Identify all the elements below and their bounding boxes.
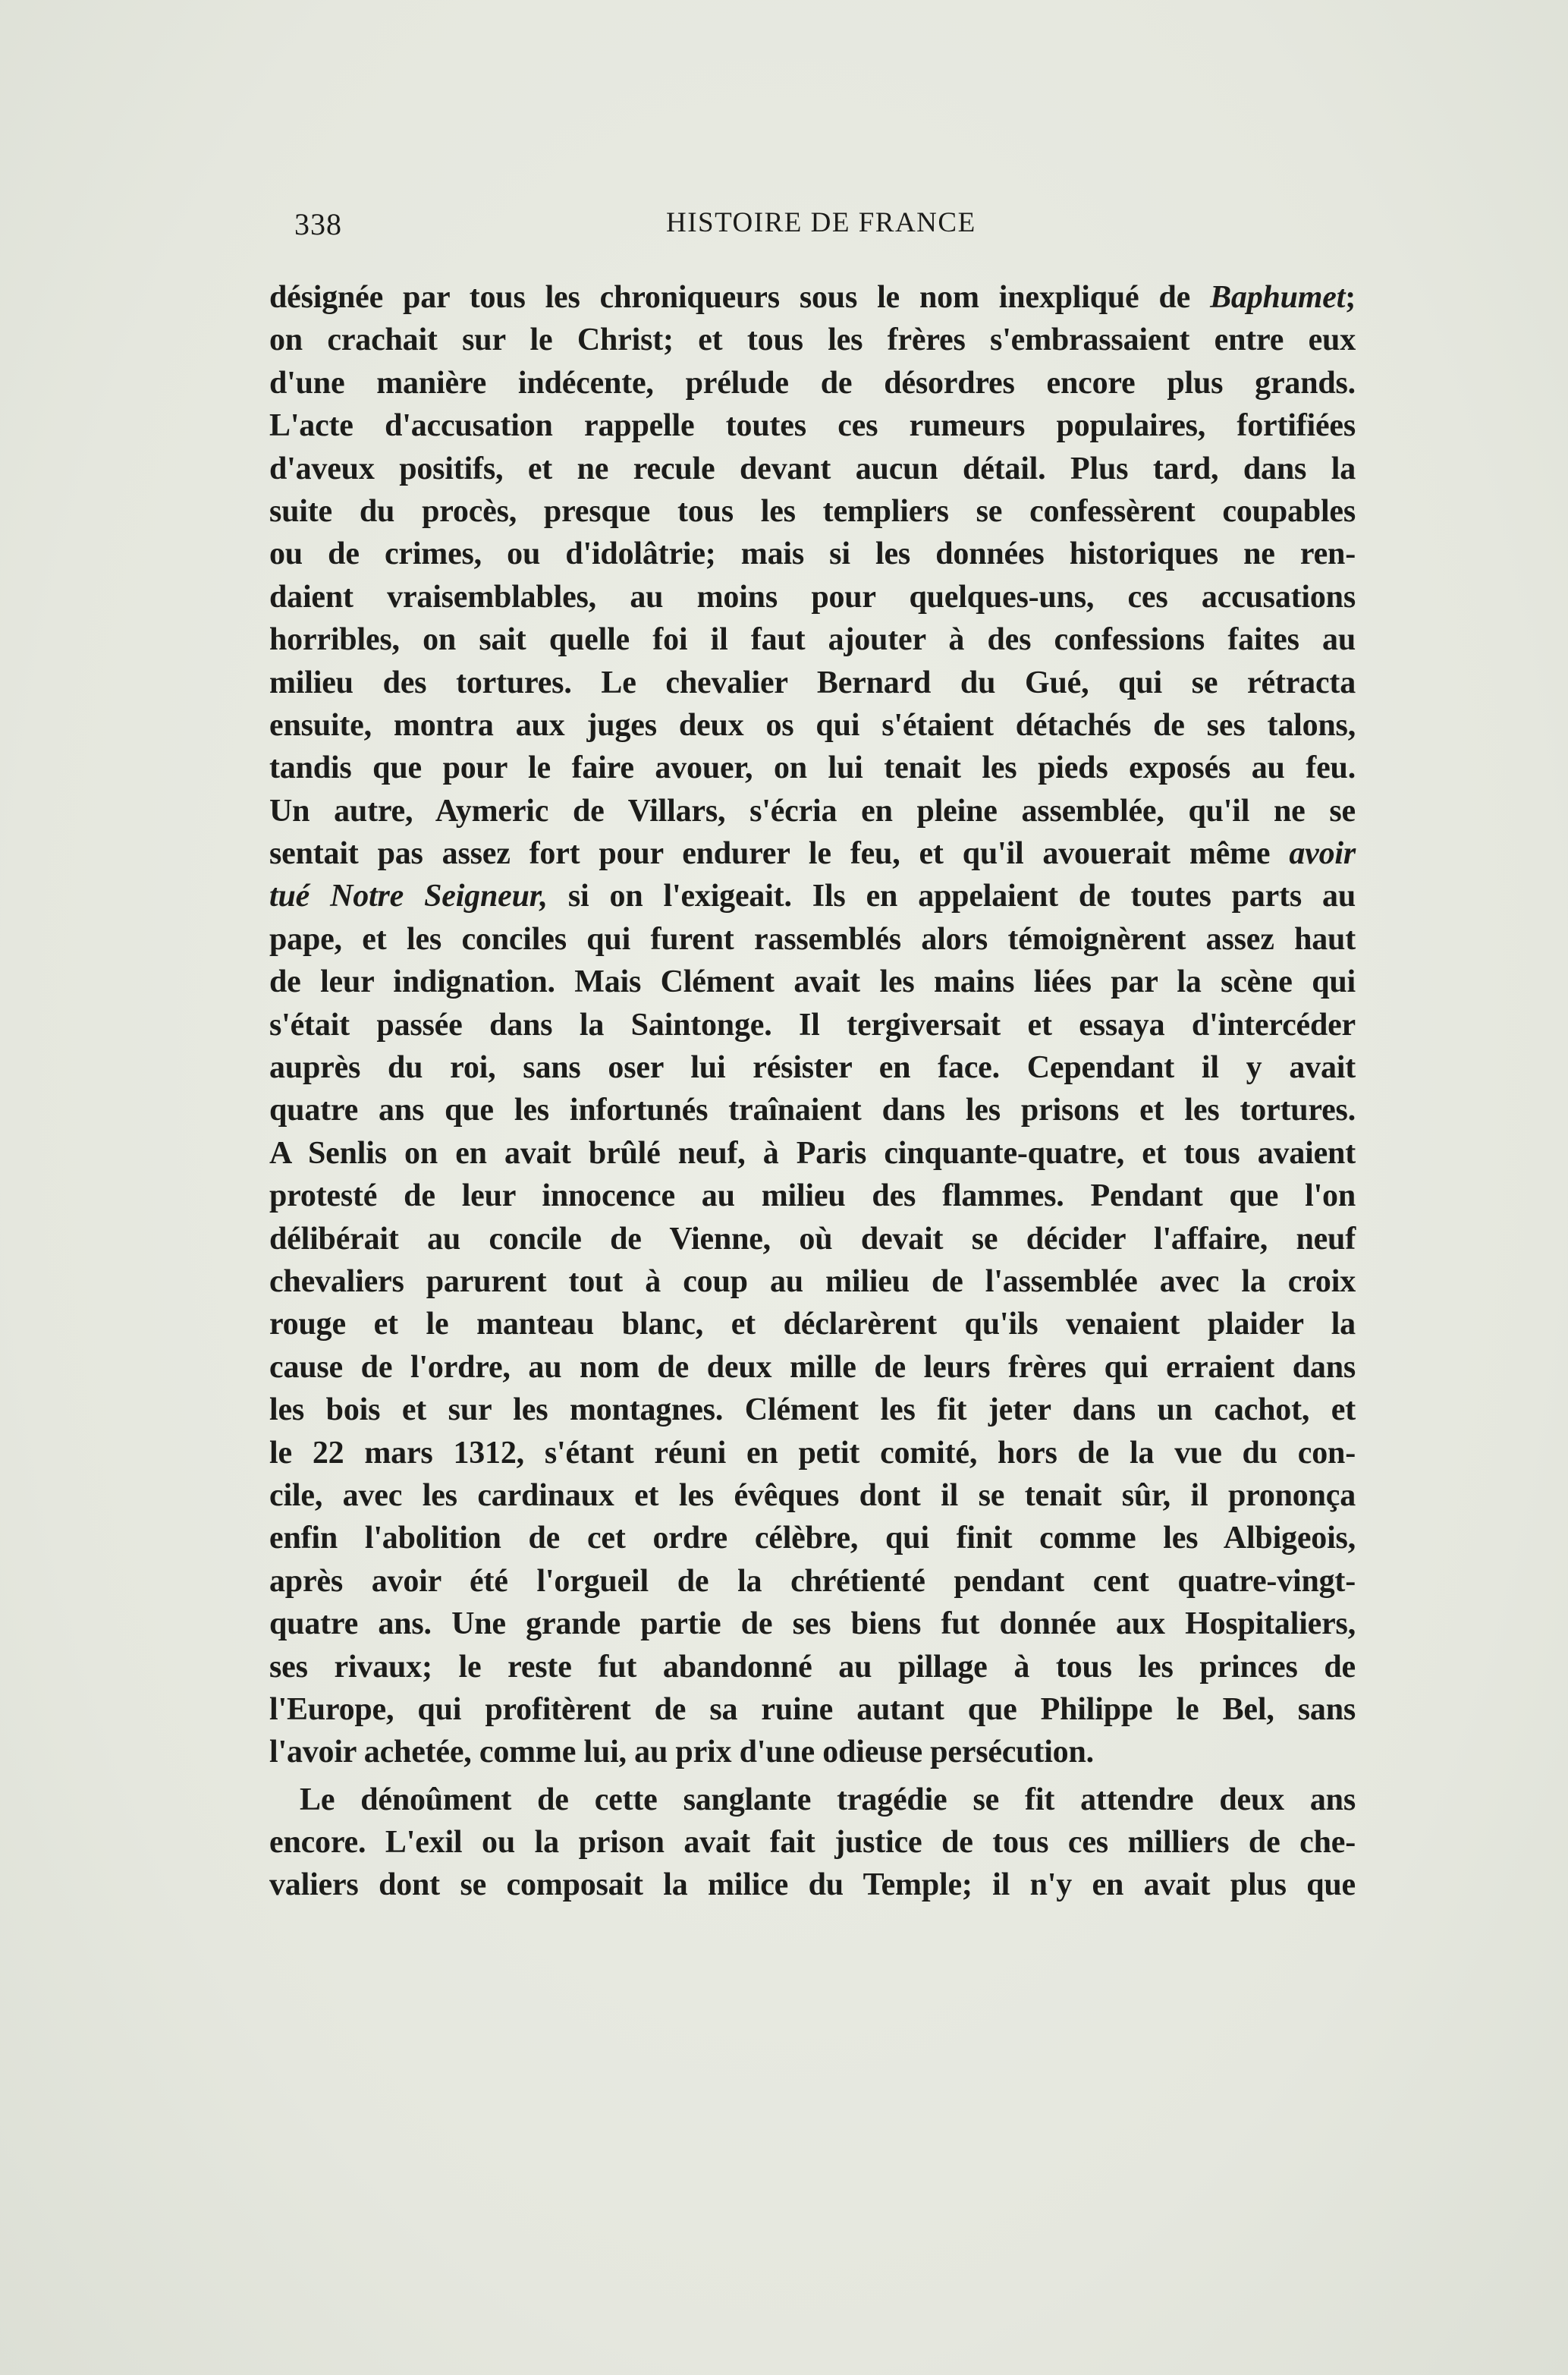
text-line xyxy=(269,319,1356,361)
text-line xyxy=(269,1004,1356,1046)
line-text: quatre ans. Une grande partie de ses biens fut donnée aux Hospitaliers, xyxy=(269,1606,1356,1642)
text-line xyxy=(269,404,1356,447)
text-line xyxy=(269,662,1356,704)
text-line xyxy=(269,747,1356,789)
line-text: d'une manière indécente, prélude de désordres encore plus grands. xyxy=(269,365,1356,401)
paragraph-1 xyxy=(269,276,1356,1774)
text-line xyxy=(269,1864,1356,1906)
line-text: délibérait au concile de Vienne, où devait se décider l'affaire, neuf xyxy=(269,1221,1356,1257)
text-line xyxy=(269,576,1356,618)
line-text: suite du procès, presque tous les templiers se confessèrent coupables xyxy=(269,493,1356,529)
text-line xyxy=(269,1560,1356,1603)
text-line xyxy=(269,490,1356,533)
line-text: chevaliers parurent tout à coup au milieu de l'assemblée avec la croix xyxy=(269,1263,1356,1299)
text-line xyxy=(269,618,1356,661)
line-text: cile, avec les cardinaux et les évêques dont il se tenait sûr, il prononça xyxy=(269,1477,1356,1513)
line-text: ; xyxy=(1345,280,1356,315)
line-text: encore. L'exil ou la prison avait fait justice de tous ces milliers de che- xyxy=(269,1825,1356,1861)
italic-text: avoir xyxy=(1289,836,1356,872)
text-line xyxy=(269,533,1356,575)
text-line xyxy=(269,448,1356,490)
body-text xyxy=(269,276,1356,1907)
text-line xyxy=(269,1089,1356,1131)
line-text: tandis que pour le faire avouer, on lui tenait les pieds exposés au feu. xyxy=(269,750,1356,786)
line-text: s'était passée dans la Saintonge. Il tergiversait et essaya d'intercéder xyxy=(269,1007,1356,1043)
line-text: de leur indignation. Mais Clément avait les mains liées par la scène qui xyxy=(269,964,1356,1000)
line-text: rouge et le manteau blanc, et déclarèrent qu'ils venaient plaider la xyxy=(269,1307,1356,1342)
line-text: quatre ans que les infortunés traînaient dans les prisons et les tortures. xyxy=(269,1093,1356,1128)
text-line xyxy=(269,1731,1356,1773)
page-number: 338 xyxy=(294,207,342,241)
line-text: ensuite, montra aux juges deux os qui s'étaient détachés de ses talons, xyxy=(269,707,1356,743)
line-text: pape, et les conciles qui furent rassemblés alors témoignèrent assez haut xyxy=(269,921,1356,957)
line-text: daient vraisemblables, au moins pour quelques-uns, ces accusations xyxy=(269,579,1356,615)
text-line xyxy=(269,1646,1356,1688)
line-text: on crachait sur le Christ; et tous les frères s'embrassaient entre eux xyxy=(269,322,1356,358)
text-line xyxy=(269,1218,1356,1260)
page-header xyxy=(294,206,1334,244)
line-text: ou de crimes, ou d'idolâtrie; mais si les données historiques ne ren- xyxy=(269,536,1356,572)
text-line xyxy=(269,1474,1356,1517)
text-line xyxy=(269,1603,1356,1645)
line-text: l'Europe, qui profitèrent de sa ruine autant que Philippe le Bel, sans xyxy=(269,1691,1356,1727)
text-line xyxy=(269,704,1356,747)
line-text: horribles, on sait quelle foi il faut ajouter à des confessions faites au xyxy=(269,622,1356,658)
text-line xyxy=(269,1132,1356,1175)
line-text: auprès du roi, sans oser lui résister en face. Cependant il y avait xyxy=(269,1050,1356,1086)
paragraph-2 xyxy=(269,1779,1356,1907)
line-text: Un autre, Aymeric de Villars, s'écria en pleine assemblée, qu'il ne se xyxy=(269,793,1356,829)
text-line xyxy=(269,1389,1356,1431)
text-line xyxy=(269,790,1356,832)
text-line xyxy=(269,1175,1356,1217)
line-text: l'avoir achetée, comme lui, au prix d'une odieuse persécution. xyxy=(269,1735,1094,1770)
line-text: sentait pas assez fort pour endurer le feu, et qu'il avouerait même xyxy=(269,836,1290,872)
text-line xyxy=(269,918,1356,961)
text-line xyxy=(269,832,1356,875)
text-line xyxy=(269,362,1356,404)
line-text: les bois et sur les montagnes. Clément les fit jeter dans un cachot, et xyxy=(269,1392,1356,1428)
text-line xyxy=(269,1432,1356,1474)
line-text: le 22 mars 1312, s'étant réuni en petit comité, hors de la vue du con- xyxy=(269,1435,1356,1471)
line-text: valiers dont se composait la milice du Temple; il n'y en avait plus que xyxy=(269,1867,1356,1903)
line-text: après avoir été l'orgueil de la chrétienté pendant cent quatre-vingt- xyxy=(269,1563,1356,1599)
text-line xyxy=(269,1303,1356,1345)
italic-text: tué Notre Seigneur, xyxy=(269,879,548,914)
text-line xyxy=(269,1260,1356,1303)
line-text: Le dénoûment de cette sanglante tragédie se fit attendre deux ans xyxy=(300,1782,1356,1817)
line-text: protesté de leur innocence au milieu des flammes. Pendant que l'on xyxy=(269,1178,1356,1214)
italic-text: Baphumet xyxy=(1210,280,1346,315)
line-text: cause de l'ordre, au nom de deux mille de leurs frères qui erraient dans xyxy=(269,1349,1356,1385)
text-line xyxy=(269,1517,1356,1559)
line-text: désignée par tous les chroniqueurs sous le nom inexpliqué de xyxy=(269,280,1211,315)
text-line xyxy=(269,1779,1356,1821)
text-line xyxy=(269,875,1356,917)
text-line xyxy=(269,1346,1356,1389)
line-text: d'aveux positifs, et ne recule devant aucun détail. Plus tard, dans la xyxy=(269,451,1356,486)
line-text: enfin l'abolition de cet ordre célèbre, qui finit comme les Albigeois, xyxy=(269,1521,1356,1556)
text-line xyxy=(269,1688,1356,1731)
line-text: L'acte d'accusation rappelle toutes ces rumeurs populaires, fortifiées xyxy=(269,408,1356,444)
line-text: milieu des tortures. Le chevalier Bernard du Gué, qui se rétracta xyxy=(269,665,1356,700)
text-line xyxy=(269,1046,1356,1089)
line-text: ses rivaux; le reste fut abandonné au pillage à tous les princes de xyxy=(269,1649,1356,1685)
running-title: HISTOIRE DE FRANCE xyxy=(666,207,976,238)
text-line xyxy=(269,276,1356,319)
line-text: A Senlis on en avait brûlé neuf, à Paris cinquante-quatre, et tous avaient xyxy=(269,1135,1356,1171)
line-text: si on l'exigeait. Ils en appelaient de toutes parts au xyxy=(547,879,1356,914)
text-line xyxy=(269,961,1356,1003)
text-line xyxy=(269,1821,1356,1864)
